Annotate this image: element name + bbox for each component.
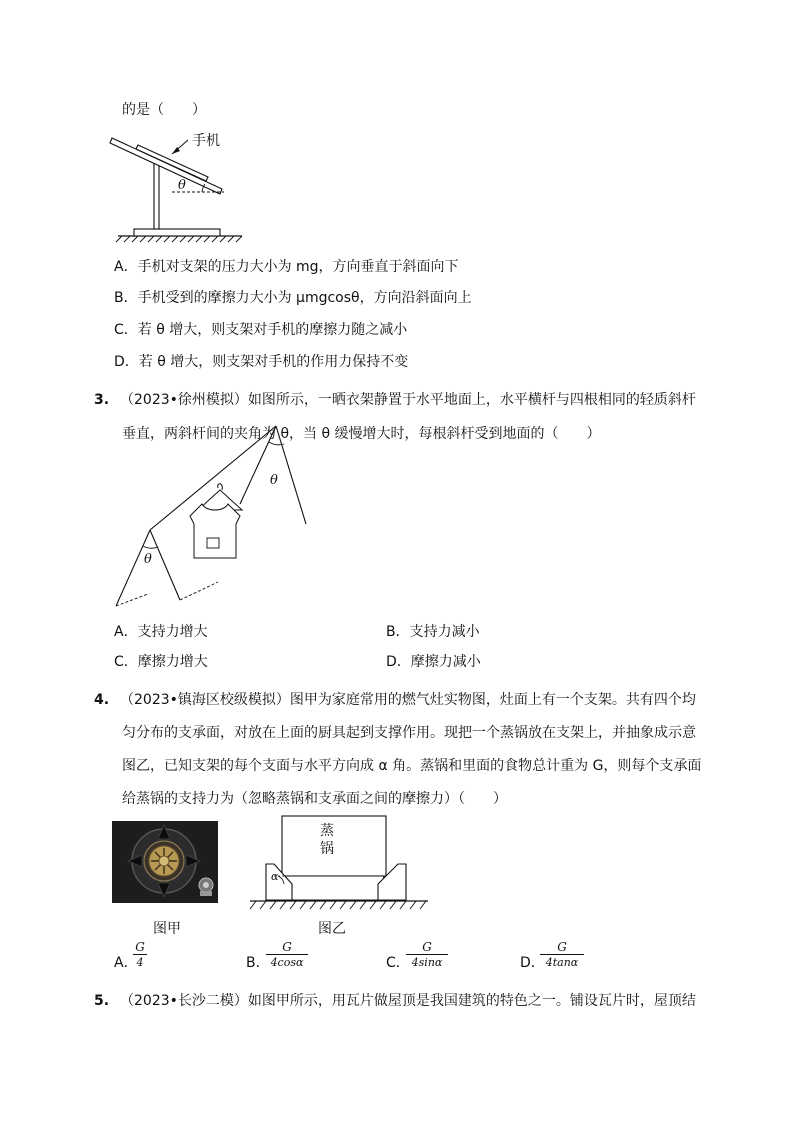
q3-stem-line1: （2023•徐州模拟）如图所示，一晒衣架静置于水平地面上，水平横杆与四根相同的轻质斜杆 xyxy=(120,392,696,408)
q4-option-d-fraction xyxy=(540,941,584,969)
q2-stem-tail: 的是（ ） xyxy=(122,102,206,118)
q3-option-a: A．支持力增大 xyxy=(114,624,208,640)
q2-option-d: D．若 θ 增大，则支架对手机的作用力保持不变 xyxy=(114,354,409,370)
q4-caption-a: 图甲 xyxy=(153,921,181,937)
q4-figure-label-alpha: α xyxy=(271,870,279,883)
q4-stem-line1: （2023•镇海区校级模拟）图甲为家庭常用的燃气灶实物图，灶面上有一个支架。共有四个均 xyxy=(120,692,696,708)
q2-option-b: B．手机受到的摩擦力大小为 μmgcosθ，方向沿斜面向上 xyxy=(114,290,472,306)
q4-option-b-fraction xyxy=(266,941,308,969)
q4-option-c-fraction xyxy=(406,941,448,969)
q4-option-c-numerator: G xyxy=(422,940,432,954)
q5-stem-line1: （2023•长沙二模）如图甲所示，用瓦片做屋顶是我国建筑的特色之一。铺设瓦片时，屋顶结 xyxy=(120,993,696,1009)
q5-number: 5. xyxy=(94,993,110,1009)
q2-figure-label-phone: 手机 xyxy=(192,133,220,149)
q4-option-b-label: B． xyxy=(246,955,270,971)
q4-figure-label-pot-1: 蒸 xyxy=(320,823,334,839)
q3-stem-line2: 垂直，两斜杆间的夹角为 θ，当 θ 缓慢增大时，每根斜杆受到地面的（ ） xyxy=(122,426,601,442)
q4-option-a-denominator: 4 xyxy=(133,954,147,969)
q3-drying-rack-figure xyxy=(110,420,320,615)
q4-option-d-denominator: 4tanα xyxy=(540,954,584,969)
q4-stove-photo xyxy=(112,821,218,903)
q3-figure-label-theta-left: θ xyxy=(144,552,152,567)
q4-caption-b: 图乙 xyxy=(318,921,346,937)
q4-option-b-numerator: G xyxy=(282,940,292,954)
q4-option-b-denominator: 4cosα xyxy=(266,954,308,969)
q2-option-a: A．手机对支架的压力大小为 mg，方向垂直于斜面向下 xyxy=(114,259,459,275)
q4-stem-line3: 图乙，已知支架的每个支面与水平方向成 α 角。蒸锅和里面的食物总计重为 G，则每个支承面 xyxy=(122,758,702,774)
q4-number: 4. xyxy=(94,692,110,708)
q3-number: 3. xyxy=(94,392,110,408)
q3-option-c: C．摩擦力增大 xyxy=(114,654,208,670)
q4-option-a-label: A． xyxy=(114,955,138,971)
q4-pot-support-diagram xyxy=(248,814,433,912)
q4-stem-line2: 匀分布的支承面，对放在上面的厨具起到支撑作用。现把一个蒸锅放在支架上，并抽象成示意 xyxy=(122,725,696,741)
q4-option-c-denominator: 4sinα xyxy=(406,954,448,969)
q4-option-d-label: D． xyxy=(520,955,545,971)
q3-option-d: D．摩擦力减小 xyxy=(386,654,481,670)
q3-figure-label-theta-right: θ xyxy=(270,473,278,488)
q4-option-a-fraction xyxy=(133,941,147,969)
q2-option-c: C．若 θ 增大，则支架对手机的摩擦力随之减小 xyxy=(114,322,408,338)
q3-option-b: B．支持力减小 xyxy=(386,624,480,640)
q2-figure-label-theta: θ xyxy=(178,178,186,193)
q4-figure-label-pot-2: 锅 xyxy=(320,841,334,857)
q4-option-a-numerator: G xyxy=(135,940,145,954)
q4-stem-line4: 给蒸锅的支持力为（忽略蒸锅和支承面之间的摩擦力）（ ） xyxy=(122,791,507,807)
q4-option-d-numerator: G xyxy=(557,940,567,954)
q4-option-c-label: C． xyxy=(386,955,410,971)
